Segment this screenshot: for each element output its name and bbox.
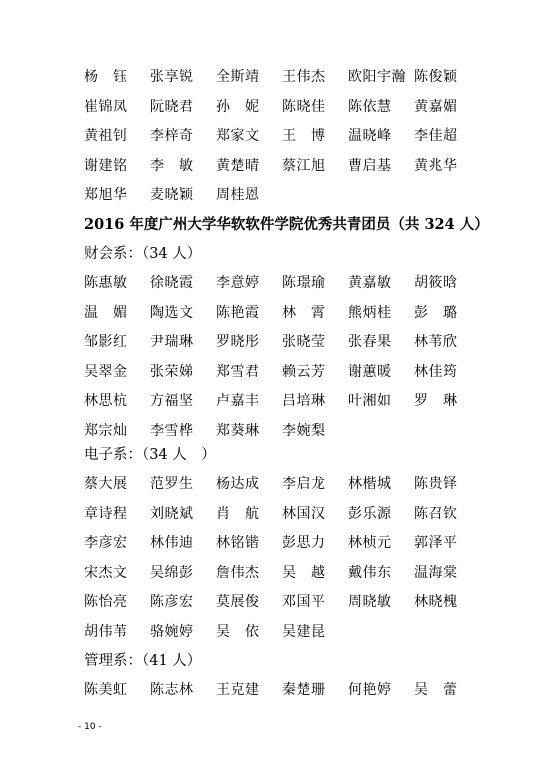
person-name: 李梓奇: [150, 128, 194, 144]
person-name: 温海棠: [414, 564, 458, 581]
person-name: 陈贵铎: [414, 476, 458, 492]
person-name: 郑雪君: [216, 363, 260, 380]
person-name: 周晓敏: [348, 594, 392, 610]
person-name: 王伟杰: [282, 69, 326, 85]
person-name: 杨 钰: [84, 69, 128, 85]
person-name: 吴翠金: [84, 363, 128, 380]
person-name: 王克建: [216, 682, 260, 698]
name-row: [84, 500, 484, 530]
person-name: 孙 妮: [216, 98, 260, 115]
person-name: 陈璟瑜: [282, 275, 326, 291]
person-name: 谢蕙暖: [348, 363, 392, 380]
person-name: 吴绵彭: [150, 564, 194, 581]
person-name: 王 博: [282, 128, 326, 144]
person-name: 曹启基: [348, 157, 392, 174]
person-name: 蔡江旭: [282, 157, 326, 174]
person-name: 陈依慧: [348, 98, 392, 115]
person-name: 刘晓斌: [150, 505, 194, 522]
department-heading: 电子系：（34 人 ）: [84, 447, 216, 463]
person-name: 林晓槐: [414, 594, 458, 610]
person-name: 秦楚珊: [282, 682, 326, 698]
section-title: 2016 年度广州大学华软软件学院优秀共青团员（共 324 人）: [84, 216, 489, 233]
name-row: [84, 618, 484, 648]
person-name: 宋杰文: [84, 564, 128, 581]
department-accounting: [84, 239, 484, 446]
person-name: 温晓峰: [348, 128, 392, 144]
name-row: [84, 328, 484, 358]
person-name: 吴 依: [216, 623, 260, 640]
person-name: 张享锐: [150, 69, 194, 85]
name-row: [84, 358, 484, 388]
person-name: 叶湘如: [348, 393, 392, 409]
person-name: 章诗程: [84, 505, 128, 522]
person-name: 林佳筠: [414, 363, 458, 380]
person-name: 陈志林: [150, 682, 194, 698]
name-row: [84, 588, 484, 618]
department-heading: 财会系：（34 人）: [84, 246, 202, 262]
name-row: [84, 529, 484, 559]
person-name: 彭 璐: [414, 304, 458, 321]
intro-name-list: [84, 63, 484, 211]
person-name: 罗晓彤: [216, 334, 260, 350]
person-name: 黄楚晴: [216, 157, 260, 174]
person-name: 林铭锴: [216, 535, 260, 551]
name-row: [84, 122, 484, 152]
person-name: 郑家文: [216, 128, 260, 144]
person-name: 陈晓佳: [282, 98, 326, 115]
person-name: 林国汉: [282, 505, 326, 522]
department-electronics: [84, 440, 484, 647]
person-name: 林楷城: [348, 476, 392, 492]
person-name: 李佳超: [414, 128, 458, 144]
person-name: 谢建铭: [84, 157, 128, 174]
person-name: 杨达成: [216, 476, 260, 492]
person-name: 莫展俊: [216, 594, 260, 610]
person-name: 周桂恩: [216, 187, 260, 203]
person-name: 陈彦宏: [150, 594, 194, 610]
person-name: 陶选文: [150, 304, 194, 321]
person-name: 黄嘉敏: [348, 275, 392, 291]
person-name: 李意婷: [216, 275, 260, 291]
person-name: 李启龙: [282, 476, 326, 492]
person-name: 赖云芳: [282, 363, 326, 380]
name-row: [84, 470, 484, 500]
person-name: 戴伟东: [348, 564, 392, 581]
person-name: 李 敏: [150, 157, 194, 174]
page-number: - 10 -: [78, 722, 102, 732]
person-name: 彭乐源: [348, 505, 392, 522]
person-name: 林苇欣: [414, 334, 458, 350]
person-name: 郑葵琳: [216, 422, 260, 439]
person-name: 张晓莹: [282, 334, 326, 350]
person-name: 黄嘉媚: [414, 98, 458, 115]
name-row: [84, 676, 484, 706]
person-name: 何艳婷: [348, 682, 392, 698]
person-name: 熊炳桂: [348, 304, 392, 321]
department-management: [84, 646, 484, 706]
department-heading: 管理系：（41 人）: [84, 653, 202, 669]
person-name: 罗 琳: [414, 393, 458, 409]
person-name: 林伟迪: [150, 535, 194, 551]
section-block: [84, 210, 489, 240]
name-row: [84, 152, 484, 182]
person-name: 邹影红: [84, 334, 128, 350]
person-name: 郑宗灿: [84, 422, 128, 439]
person-name: 陈惠敏: [84, 275, 128, 291]
person-name: 李雪桦: [150, 422, 194, 439]
name-row: [84, 181, 484, 211]
name-row: [84, 269, 484, 299]
person-name: 吴 蕾: [414, 682, 458, 698]
person-name: 蔡大展: [84, 476, 128, 492]
person-name: 陈怡亮: [84, 594, 128, 610]
person-name: 邓国平: [282, 594, 326, 610]
person-name: 林 霄: [282, 304, 326, 321]
name-row: [84, 93, 484, 123]
department-name-list: [84, 470, 484, 647]
person-name: 张荣娣: [150, 363, 194, 380]
person-name: 温 媚: [84, 304, 128, 321]
person-name: 卢嘉丰: [216, 393, 260, 409]
name-row: [84, 559, 484, 589]
person-name: 范罗生: [150, 476, 194, 492]
person-name: 吴 越: [282, 564, 326, 581]
department-name-list: [84, 676, 484, 706]
name-row: [84, 387, 484, 417]
name-row: [84, 63, 484, 93]
person-name: 骆婉婷: [150, 623, 194, 640]
name-row: [84, 299, 484, 329]
person-name: 阮晓君: [150, 98, 194, 115]
person-name: 郭泽平: [414, 535, 458, 551]
person-name: 吴建昆: [282, 623, 326, 640]
person-name: 麦晓颖: [150, 187, 194, 203]
person-name: 肖 航: [216, 505, 260, 522]
person-name: 全斯靖: [216, 69, 260, 85]
person-name: 陈美虹: [84, 682, 128, 698]
person-name: 吕培琳: [282, 393, 326, 409]
person-name: 陈艳霞: [216, 304, 260, 321]
person-name: 胡伟苇: [84, 623, 128, 640]
person-name: 徐晓霞: [150, 275, 194, 291]
person-name: 李婉梨: [282, 422, 326, 439]
person-name: 黄祖钊: [84, 128, 128, 144]
person-name: 彭思力: [282, 535, 326, 551]
person-name: 陈召钦: [414, 505, 458, 522]
person-name: 李彦宏: [84, 535, 128, 551]
person-name: 方福坚: [150, 393, 194, 409]
person-name: 林桢元: [348, 535, 392, 551]
person-name: 黄兆华: [414, 157, 458, 174]
person-name: 张春果: [348, 334, 392, 350]
person-name: 林思杭: [84, 393, 128, 409]
person-name: 胡筱晗: [414, 275, 458, 291]
person-name: 詹伟杰: [216, 564, 260, 581]
person-name: 欧阳宇瀚: [348, 69, 406, 85]
person-name: 郑旭华: [84, 187, 128, 203]
person-name: 陈俊颖: [414, 69, 458, 85]
person-name: 崔锦凤: [84, 98, 128, 115]
department-name-list: [84, 269, 484, 446]
person-name: 尹瑞琳: [150, 334, 194, 350]
